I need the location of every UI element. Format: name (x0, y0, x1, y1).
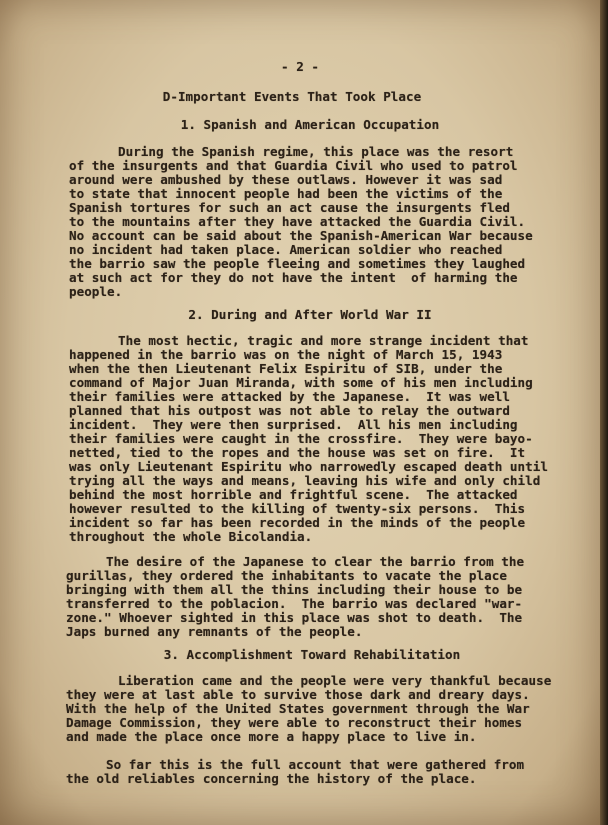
text-line: gurillas, they ordered the inhabitants to vacate the place (66, 568, 507, 583)
text-line: command of Major Juan Miranda, with some of his men including (69, 375, 533, 390)
text-line: zone." Whoever sighted in this place was shot to death. The (66, 610, 523, 625)
text-line: and made the place once more a happy place to live in. (66, 729, 477, 744)
page-number: - 2 - (280, 59, 319, 74)
text-line: So far this is the full account that were gathered from (106, 757, 525, 772)
text-line: the barrio saw the people fleeing and sometimes they laughed (69, 256, 526, 271)
text-line: their families were caught in the crossfire. They were bayo- (69, 431, 533, 446)
text-line: incident. They were then surprised. All his men including (69, 417, 518, 432)
section-heading: 3. Accomplishment Toward Rehabilitation (163, 647, 461, 662)
text-line: was only Lieutenant Espiritu who narrowedly escaped death until (69, 459, 548, 474)
text-line: when the then Lieutenant Felix Espiritu of SIB, under the (69, 361, 503, 376)
text-line: people. (69, 284, 123, 299)
text-line: however resulted to the killing of twenty-six persons. This (69, 501, 526, 516)
text-line: happened in the barrio was on the night of March 15, 1943 (69, 347, 503, 362)
text-line: Liberation came and the people were very thankful because (118, 673, 552, 688)
page-edge-shadow (600, 0, 608, 825)
text-line: No account can be said about the Spanish-American War because (69, 228, 533, 243)
text-line: Japs burned any remnants of the people. (66, 624, 363, 639)
text-line: The most hectic, tragic and more strange incident that (118, 333, 529, 348)
text-line: trying all the ways and means, leaving his wife and only child (69, 473, 541, 488)
text-line: bringing with them all the thins including their house to be (66, 582, 523, 597)
text-line: around were ambushed by these outlaws. However it was sad (69, 172, 503, 187)
text-line: the old reliables concerning the history of the place. (66, 771, 477, 786)
text-line: During the Spanish regime, this place was the resort (118, 144, 514, 159)
text-line: they were at last able to survive those dark and dreary days. (66, 687, 530, 702)
text-line: to state that innocent people had been the victims of the (69, 186, 503, 201)
text-line: to the mountains after they have attacked the Guardia Civil. (69, 214, 526, 229)
text-line: Damage Commission, they were able to reconstruct their homes (66, 715, 523, 730)
text-line: The desire of the Japanese to clear the barrio from the (106, 554, 525, 569)
text-line: at such act for they do not have the intent of harming the (69, 270, 518, 285)
text-line: throughout the whole Bicolandia. (69, 529, 313, 544)
text-line: incident so far has been recorded in the minds of the people (69, 515, 526, 530)
text-line: netted, tied to the ropes and the house was set on fire. It (69, 445, 526, 460)
text-line: With the help of the United States government through the War (66, 701, 530, 716)
section-heading: 2. During and After World War II (188, 307, 432, 322)
text-line: their families were attacked by the Japanese. It was well (69, 389, 510, 404)
text-line: planned that his outpost was not able to relay the outward (69, 403, 510, 418)
text-line: no incident had taken place. American soldier who reached (69, 242, 503, 257)
text-line: transferred to the poblacion. The barrio was declared "war- (66, 596, 523, 611)
section-heading: 1. Spanish and American Occupation (180, 117, 440, 132)
text-line: Spanish tortures for such an act cause the insurgents fled (69, 200, 510, 215)
main-title: D-Important Events That Took Place (162, 89, 422, 104)
text-line: behind the most horrible and frightful scene. The attacked (69, 487, 518, 502)
text-line: of the insurgents and that Guardia Civil who used to patrol (69, 158, 518, 173)
